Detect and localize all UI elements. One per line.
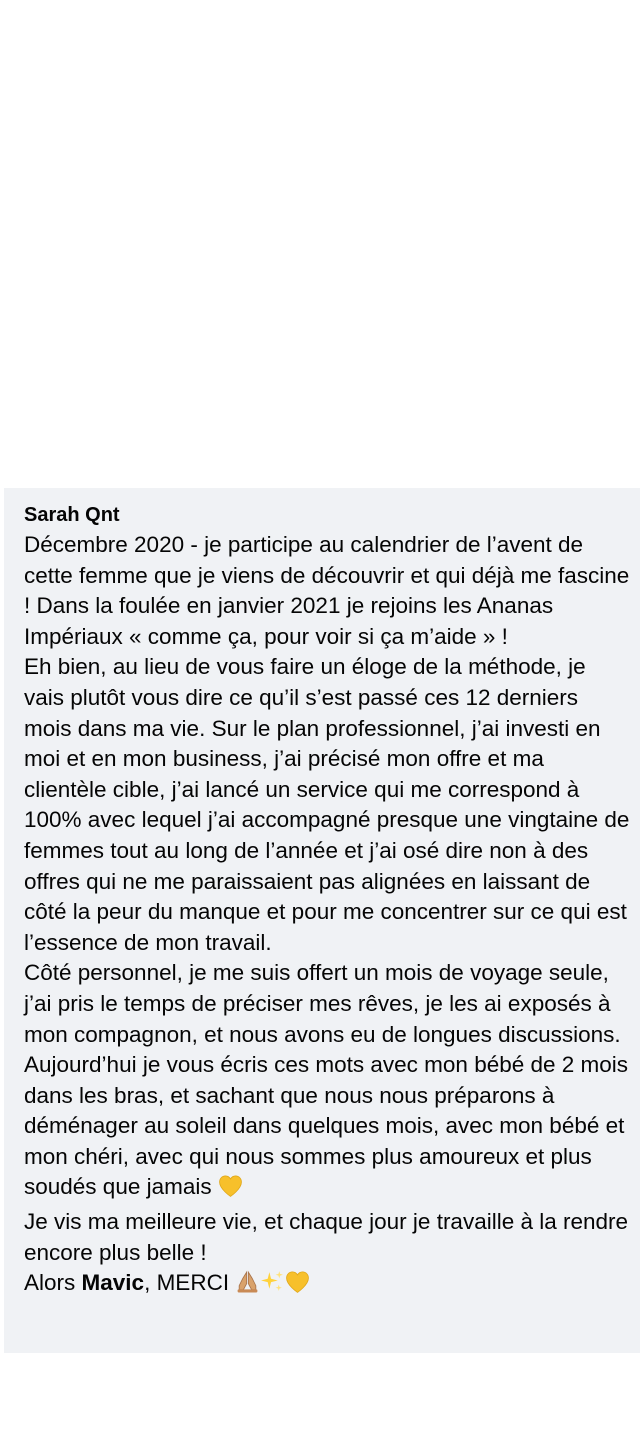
yellow-heart-icon xyxy=(285,1270,310,1303)
folded-hands-icon xyxy=(235,1269,260,1303)
comment-paragraph xyxy=(24,1268,630,1303)
comment-paragraph xyxy=(24,958,630,1207)
comment-paragraph-text: Côté personnel, je me suis offert un mois de voyage seule, j’ai pris le temps de préciser mes rêves, je les ai exposés à mon compagnon, et nous avons eu de longues discussions. Aujourd’hui je vous écris ces mots avec mon bébé de 2 mois dans les bras, et sachant que nous nous préparons à déménager au soleil dans quelques mois, avec mon bébé et mon chéri, avec qui nous sommes plus amoureux et plus soudés que jamais xyxy=(24,960,629,1200)
comment-paragraph-text: , MERCI xyxy=(144,1270,236,1296)
comment-body xyxy=(24,530,630,1303)
comment-author-name[interactable]: Sarah Qnt xyxy=(24,504,120,526)
comment-paragraph: Eh bien, au lieu de vous faire un éloge de la méthode, je vais plutôt vous dire ce qu’il s’est passé ces 12 derniers mois dans ma vie. Sur le plan professionnel, j’ai investi en moi et en mon business, j’ai précisé mon offre et ma clientèle cible, j’ai lancé un service qui me correspond à 100% avec lequel j’ai accompagné presque une vingtaine de femmes tout au long de l’année et j’ai osé dire non à des offres qui ne me paraissaient pas alignées en laissant de côté la peur du manque et pour me concentrer sur ce qui est l’essence de mon travail. xyxy=(24,654,630,955)
comment-paragraph: Je vis ma meilleure vie, et chaque jour je travaille à la rendre encore plus belle ! xyxy=(24,1209,629,1265)
yellow-heart-icon xyxy=(218,1174,243,1207)
mention-link[interactable]: Mavic xyxy=(81,1270,145,1296)
sparkles-icon xyxy=(260,1269,285,1303)
comment-bubble xyxy=(4,488,640,1353)
comment-paragraph: Décembre 2020 - je participe au calendrier de l’avent de cette femme que je viens de découvrir et qui déjà me fascine ! Dans la foulée en janvier 2021 je rejoins les Ananas Impériaux « comme ça, pour voir si ça m’aide » ! xyxy=(24,532,630,649)
comment-paragraph-text: Alors xyxy=(24,1270,82,1296)
